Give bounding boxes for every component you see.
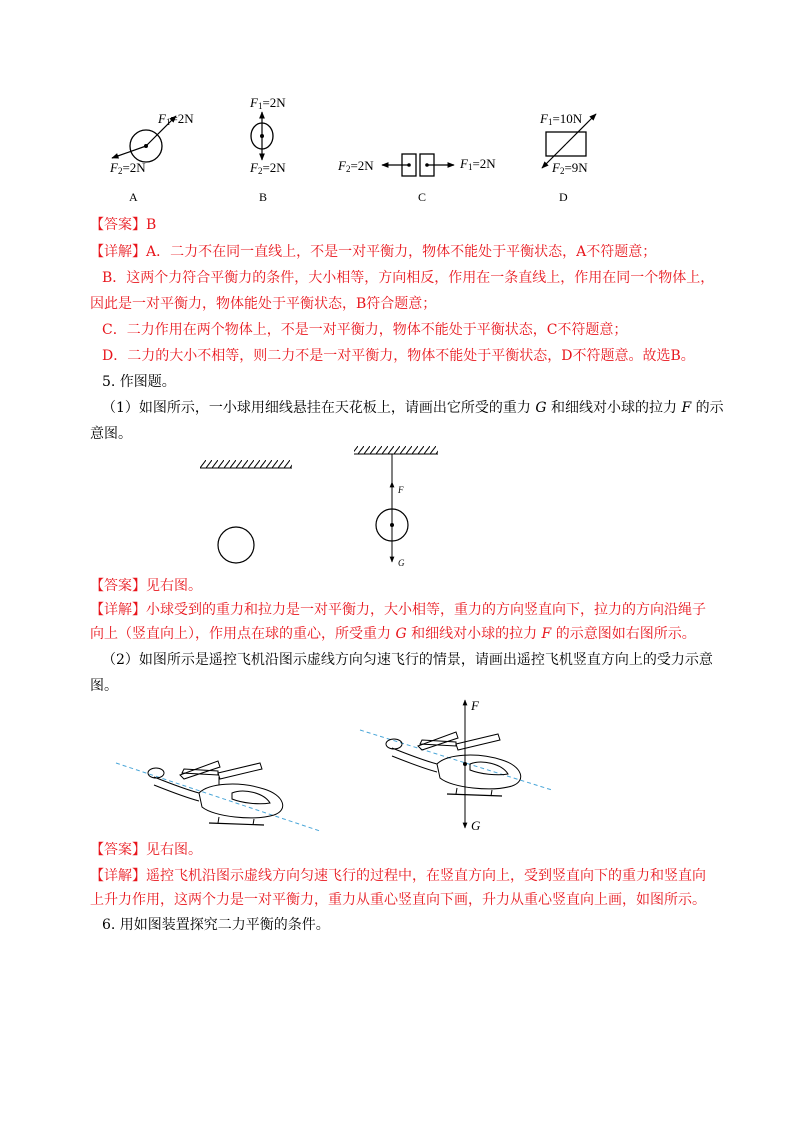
figure-b-f1-label: $F_1=2N$ xyxy=(250,95,286,111)
figure-b-f2-label: $F_2=2N$ xyxy=(250,160,286,176)
q5-part2-detail-line1: 【详解】遥控飞机沿图示虚线方向匀速飞行的过程中，在竖直方向上，受到竖直向下的重力和竖直向 xyxy=(90,868,706,884)
q5-part2-question-line2: 图。 xyxy=(90,678,118,694)
q4-detail-b-line2: 因此是一对平衡力，物体能处于平衡状态，B符合题意； xyxy=(90,296,437,312)
helicopter-question-diagram xyxy=(114,755,324,835)
q4-detail-d: D．二力的大小不相等，则二力不是一对平衡力，物体不能处于平衡状态，D不符题意。故选B。 xyxy=(102,348,695,364)
q5-part2-question-line1: （2）如图所示是遥控飞机沿图示虚线方向匀速飞行的情景，请画出遥控飞机竖直方向上的受力示意 xyxy=(102,652,713,668)
figure-b-caption: B xyxy=(259,190,268,204)
figure-d-f2-label: $F_2=9N$ xyxy=(552,160,588,176)
ceiling-ball-answer-diagram xyxy=(352,446,442,576)
figure-d-caption: D xyxy=(559,190,568,204)
figure-a-f2-label: $F_2=2N$ xyxy=(110,160,146,176)
force-f-label-1: F xyxy=(398,485,404,495)
q4-detail-b-line1: B．这两个力符合平衡力的条件，大小相等，方向相反，作用在一条直线上，作用在同一个物体上， xyxy=(102,270,715,286)
q5-part1-detail-line2: 向上（竖直向上），作用点在球的重心，所受重力 G 和细线对小球的拉力 F 的示意图如右图所示。 xyxy=(90,626,696,642)
q4-detail-a: 【详解】A．二力不在同一直线上，不是一对平衡力，物体不能处于平衡状态，A不符题意； xyxy=(90,244,657,260)
figure-c-f1-label: $F_1=2N$ xyxy=(460,156,496,172)
figure-d-f1-label: $F_1=10N$ xyxy=(540,111,583,127)
ball-left xyxy=(216,525,260,569)
figure-c-f2-label: $F_2=2N$ xyxy=(338,158,374,174)
q5-part2-answer: 【答案】见右图。 xyxy=(90,842,202,858)
figure-c-caption: C xyxy=(418,190,427,204)
q5-part1-detail-line1: 【详解】小球受到的重力和拉力是一对平衡力，大小相等，重力的方向竖直向下，拉力的方向沿绳子 xyxy=(90,602,706,618)
q5-title: 5. 作图题。 xyxy=(102,374,176,390)
q6-title: 6. 用如图装置探究二力平衡的条件。 xyxy=(102,917,330,933)
helicopter-answer-diagram xyxy=(360,698,560,833)
q4-answer: 【答案】B xyxy=(90,217,157,233)
figure-c-diagram xyxy=(380,150,460,184)
figure-a-caption: A xyxy=(129,190,138,204)
ceiling-left xyxy=(200,460,295,476)
force-f-label-2: F xyxy=(471,698,479,713)
force-g-label-2: G xyxy=(471,818,481,833)
figure-a-f1-label: $F_1=2N$ xyxy=(158,111,194,127)
q5-part1-answer: 【答案】见右图。 xyxy=(90,578,202,594)
q4-detail-c: C．二力作用在两个物体上，不是一对平衡力，物体不能处于平衡状态，C不符题意； xyxy=(102,322,628,338)
force-g-label-1: G xyxy=(398,558,405,568)
q5-part2-detail-line2: 上升力作用，这两个力是一对平衡力，重力从重心竖直向下画，升力从重心竖直向上画，如图所示。 xyxy=(90,892,706,908)
q5-part1-question-line2: 意图。 xyxy=(90,426,132,442)
q5-part1-question-line1: （1）如图所示，一小球用细线悬挂在天花板上，请画出它所受的重力 G 和细线对小球的拉力 F 的示 xyxy=(102,400,724,416)
